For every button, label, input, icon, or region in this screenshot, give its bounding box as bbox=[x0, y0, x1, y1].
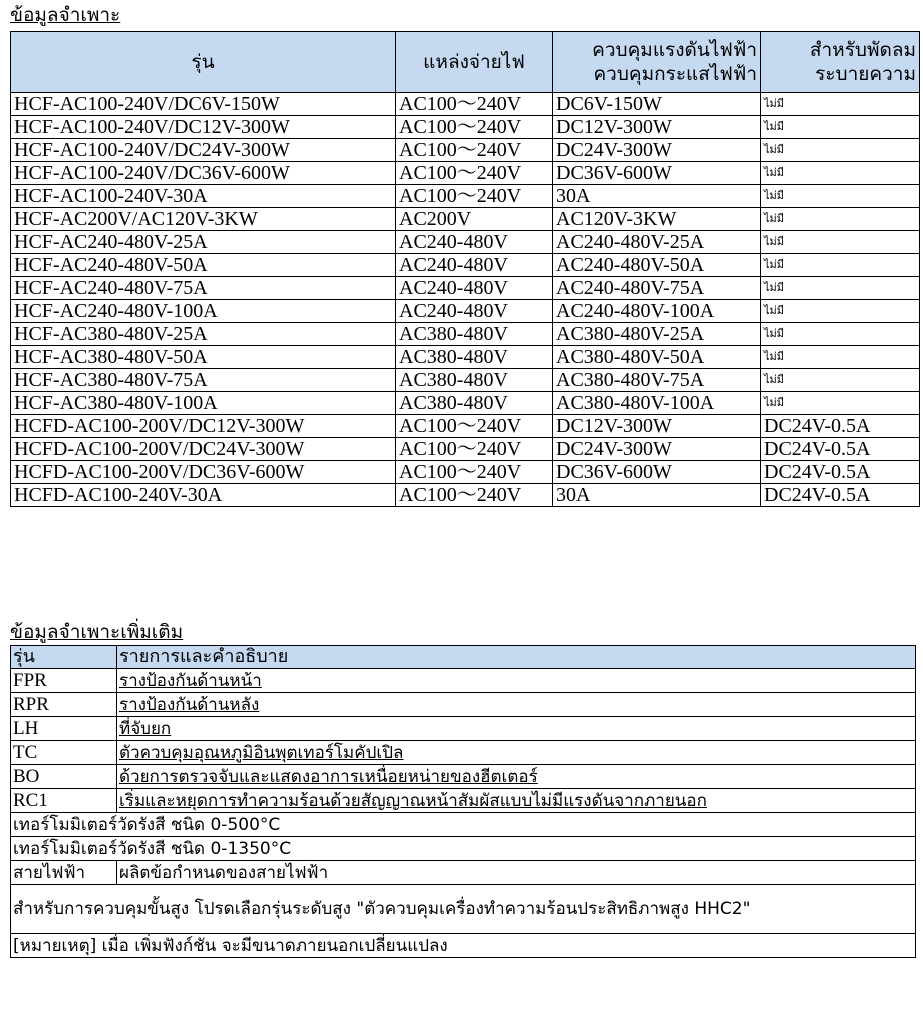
cell-power: AC100～240V bbox=[396, 415, 553, 438]
cell-fan: ไม่มี bbox=[761, 300, 920, 323]
cell-power: AC100～240V bbox=[396, 185, 553, 208]
cell-control: DC12V-300W bbox=[553, 415, 761, 438]
extra-header-model: รุ่น bbox=[11, 646, 117, 669]
spec-row bbox=[11, 346, 920, 369]
spec-row bbox=[11, 162, 920, 185]
cell-model: HCF-AC100-240V/DC36V-600W bbox=[11, 162, 396, 185]
extra-row bbox=[11, 765, 916, 789]
cell-model: HCF-AC100-240V-30A bbox=[11, 185, 396, 208]
cell-model: HCFD-AC100-200V/DC36V-600W bbox=[11, 461, 396, 484]
cell-model: HCF-AC380-480V-100A bbox=[11, 392, 396, 415]
cell-fan: ไม่มี bbox=[761, 139, 920, 162]
cell-control: 30A bbox=[553, 484, 761, 507]
cell-control: DC36V-600W bbox=[553, 162, 761, 185]
header-fan bbox=[761, 32, 920, 93]
cell-model: HCF-AC100-240V/DC6V-150W bbox=[11, 93, 396, 116]
cell-control: AC380-480V-25A bbox=[553, 323, 761, 346]
cell-power: AC100～240V bbox=[396, 93, 553, 116]
cell-model: HCF-AC100-240V/DC24V-300W bbox=[11, 139, 396, 162]
cell-power: AC240-480V bbox=[396, 300, 553, 323]
cell-power: AC100～240V bbox=[396, 438, 553, 461]
spec-row bbox=[11, 139, 920, 162]
cable-desc: ผลิตข้อกำหนดของสายไฟฟ้า bbox=[117, 861, 916, 885]
cell-power: AC240-480V bbox=[396, 254, 553, 277]
spec-row bbox=[11, 185, 920, 208]
extra-code: FPR bbox=[11, 669, 117, 693]
spec-row bbox=[11, 484, 920, 507]
cell-fan: ไม่มี bbox=[761, 277, 920, 300]
cell-model: HCF-AC380-480V-50A bbox=[11, 346, 396, 369]
note-row bbox=[11, 934, 916, 958]
cell-model: HCF-AC240-480V-100A bbox=[11, 300, 396, 323]
cell-control: DC36V-600W bbox=[553, 461, 761, 484]
spec-row bbox=[11, 323, 920, 346]
cell-model: HCF-AC380-480V-25A bbox=[11, 323, 396, 346]
cell-control: AC120V-3KW bbox=[553, 208, 761, 231]
cell-power: AC100～240V bbox=[396, 116, 553, 139]
spec-section-title: ข้อมูลจำเพาะ bbox=[10, 4, 121, 26]
cell-fan: ไม่มี bbox=[761, 208, 920, 231]
cell-control: AC240-480V-100A bbox=[553, 300, 761, 323]
cell-fan: ไม่มี bbox=[761, 346, 920, 369]
spec-row bbox=[11, 415, 920, 438]
cell-fan: ไม่มี bbox=[761, 162, 920, 185]
cell-fan: ไม่มี bbox=[761, 116, 920, 139]
cell-fan: DC24V-0.5A bbox=[761, 415, 920, 438]
thermo-row bbox=[11, 813, 916, 837]
spec-header-row bbox=[11, 32, 920, 93]
cell-fan: ไม่มี bbox=[761, 93, 920, 116]
header-fan-line1: สำหรับพัดลม bbox=[809, 39, 916, 61]
spec-row bbox=[11, 392, 920, 415]
cell-control: DC24V-300W bbox=[553, 139, 761, 162]
cable-code: สายไฟฟ้า bbox=[11, 861, 117, 885]
spec-row bbox=[11, 231, 920, 254]
extra-row bbox=[11, 789, 916, 813]
cell-fan: ไม่มี bbox=[761, 185, 920, 208]
spec-row bbox=[11, 208, 920, 231]
cell-fan: ไม่มี bbox=[761, 323, 920, 346]
cell-power: AC100～240V bbox=[396, 484, 553, 507]
cell-power: AC380-480V bbox=[396, 392, 553, 415]
cell-model: HCF-AC100-240V/DC12V-300W bbox=[11, 116, 396, 139]
extra-table bbox=[10, 645, 916, 958]
extra-code: RC1 bbox=[11, 789, 117, 813]
cell-control: AC240-480V-50A bbox=[553, 254, 761, 277]
extra-row bbox=[11, 669, 916, 693]
extra-desc: เริ่มและหยุดการทำความร้อนด้วยสัญญาณหน้าสัมผัสแบบไม่มีแรงดันจากภายนอก bbox=[117, 789, 916, 813]
cell-control: 30A bbox=[553, 185, 761, 208]
cell-fan: ไม่มี bbox=[761, 369, 920, 392]
spec-row bbox=[11, 254, 920, 277]
spec-row bbox=[11, 116, 920, 139]
cell-power: AC380-480V bbox=[396, 323, 553, 346]
cell-model: HCF-AC240-480V-50A bbox=[11, 254, 396, 277]
cell-fan: ไม่มี bbox=[761, 231, 920, 254]
spec-row bbox=[11, 277, 920, 300]
extra-section-title: ข้อมูลจำเพาะเพิ่มเติม bbox=[10, 621, 184, 643]
cell-control: AC380-480V-75A bbox=[553, 369, 761, 392]
thermo-row bbox=[11, 837, 916, 861]
header-power: แหล่งจ่ายไฟ bbox=[396, 32, 553, 93]
cell-power: AC380-480V bbox=[396, 369, 553, 392]
cell-model: HCFD-AC100-240V-30A bbox=[11, 484, 396, 507]
cell-power: AC200V bbox=[396, 208, 553, 231]
cell-control: DC6V-150W bbox=[553, 93, 761, 116]
cell-fan: ไม่มี bbox=[761, 392, 920, 415]
thermo-1350: เทอร์โมมิเตอร์วัดรังสี ชนิด 0-1350°C bbox=[11, 837, 916, 861]
cell-power: AC100～240V bbox=[396, 139, 553, 162]
extra-code: RPR bbox=[11, 693, 117, 717]
cell-control: DC12V-300W bbox=[553, 116, 761, 139]
cell-control: DC24V-300W bbox=[553, 438, 761, 461]
spec-row bbox=[11, 438, 920, 461]
cell-model: HCF-AC240-480V-25A bbox=[11, 231, 396, 254]
high-control-note: สำหรับการควบคุมขั้นสูง โปรดเลือกรุ่นระดับสูง "ตัวควบคุมเครื่องทำความร้อนประสิทธิภาพสูง HHC2" bbox=[11, 885, 916, 934]
header-fan-line2: ระบายความ bbox=[815, 63, 916, 85]
spec-table bbox=[10, 31, 920, 507]
footnote: [หมายเหตุ] เมื่อ เพิ่มฟังก์ชัน จะมีขนาดภายนอกเปลี่ยนแปลง bbox=[11, 934, 916, 958]
cell-model: HCF-AC380-480V-75A bbox=[11, 369, 396, 392]
cell-model: HCFD-AC100-200V/DC24V-300W bbox=[11, 438, 396, 461]
cell-fan: DC24V-0.5A bbox=[761, 484, 920, 507]
header-control-line1: ควบคุมแรงดันไฟฟ้า bbox=[592, 39, 757, 61]
cell-power: AC100～240V bbox=[396, 461, 553, 484]
extra-row bbox=[11, 693, 916, 717]
thermo-500: เทอร์โมมิเตอร์วัดรังสี ชนิด 0-500°C bbox=[11, 813, 916, 837]
header-control-line2: ควบคุมกระแสไฟฟ้า bbox=[593, 63, 757, 85]
extra-code: TC bbox=[11, 741, 117, 765]
cell-power: AC240-480V bbox=[396, 277, 553, 300]
extra-row bbox=[11, 717, 916, 741]
spec-row bbox=[11, 369, 920, 392]
cell-power: AC100～240V bbox=[396, 162, 553, 185]
cell-control: AC380-480V-50A bbox=[553, 346, 761, 369]
cell-control: AC380-480V-100A bbox=[553, 392, 761, 415]
extra-header-desc: รายการและคำอธิบาย bbox=[117, 646, 916, 669]
cell-fan: ไม่มี bbox=[761, 254, 920, 277]
extra-desc: ตัวควบคุมอุณหภูมิอินพุตเทอร์โมคัปเปิล bbox=[117, 741, 916, 765]
cable-row bbox=[11, 861, 916, 885]
header-control bbox=[553, 32, 761, 93]
cell-model: HCF-AC200V/AC120V-3KW bbox=[11, 208, 396, 231]
spec-row bbox=[11, 93, 920, 116]
spec-row bbox=[11, 300, 920, 323]
cell-fan: DC24V-0.5A bbox=[761, 438, 920, 461]
cell-model: HCFD-AC100-200V/DC12V-300W bbox=[11, 415, 396, 438]
extra-desc: รางป้องกันด้านหลัง bbox=[117, 693, 916, 717]
extra-row bbox=[11, 741, 916, 765]
extra-desc: รางป้องกันด้านหน้า bbox=[117, 669, 916, 693]
extra-desc: ที่จับยก bbox=[117, 717, 916, 741]
spec-row bbox=[11, 461, 920, 484]
cell-fan: DC24V-0.5A bbox=[761, 461, 920, 484]
high-control-row bbox=[11, 885, 916, 934]
cell-power: AC380-480V bbox=[396, 346, 553, 369]
extra-code: BO bbox=[11, 765, 117, 789]
cell-control: AC240-480V-75A bbox=[553, 277, 761, 300]
extra-desc: ด้วยการตรวจจับและแสดงอาการเหนื่อยหน่ายของฮีตเตอร์ bbox=[117, 765, 916, 789]
extra-code: LH bbox=[11, 717, 117, 741]
cell-model: HCF-AC240-480V-75A bbox=[11, 277, 396, 300]
cell-control: AC240-480V-25A bbox=[553, 231, 761, 254]
header-model: รุ่น bbox=[11, 32, 396, 93]
cell-power: AC240-480V bbox=[396, 231, 553, 254]
extra-header-row bbox=[11, 646, 916, 669]
